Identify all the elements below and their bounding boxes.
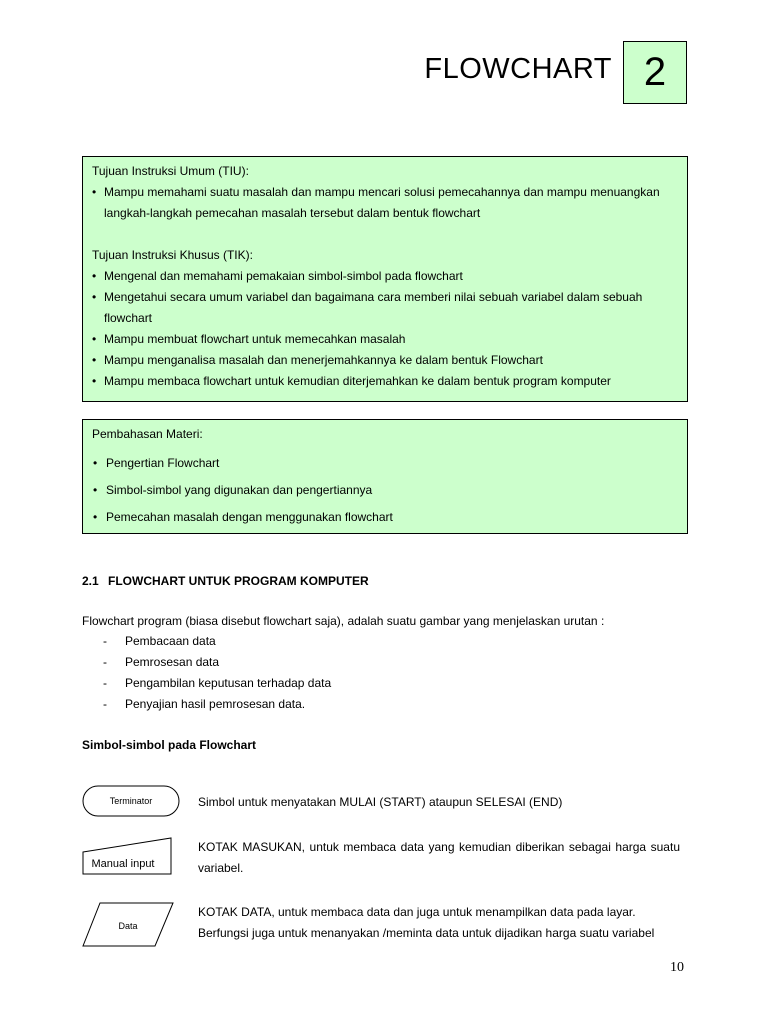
material-list <box>92 450 679 531</box>
data-symbol <box>82 902 176 948</box>
symbol-row-data <box>82 902 688 950</box>
list-item: • Pengertian Flowchart <box>93 450 680 477</box>
general-objectives-list <box>92 182 679 224</box>
section-title <box>82 574 369 588</box>
list-item: - Penyajian hasil pemrosesan data. <box>82 694 331 715</box>
spacer <box>92 224 679 245</box>
symbol-row-manual-input <box>82 836 688 884</box>
manual-input-symbol <box>82 836 174 876</box>
manual-input-description: KOTAK MASUKAN, untuk membaca data yang kemudian diberikan sebagai harga suatu variabel. <box>198 840 680 875</box>
list-item: • Mampu menganalisa masalah dan menerjemahkannya ke dalam bentuk Flowchart <box>92 350 679 371</box>
chapter-title: FLOWCHART <box>424 53 612 85</box>
general-objectives-heading: Tujuan Instruksi Umum (TIU): <box>92 164 249 178</box>
terminator-label: Terminator <box>109 796 153 806</box>
objectives-box <box>82 156 688 402</box>
section-title-text: FLOWCHART UNTUK PROGRAM KOMPUTER <box>108 574 369 588</box>
section-intro: Flowchart program (biasa disebut flowchart saja), adalah suatu gambar yang menjelaskan urutan : <box>82 614 605 628</box>
list-item: • Mampu membaca flowchart untuk kemudian diterjemahkan ke dalam bentuk program komputer <box>92 371 679 392</box>
list-item: • Mampu membuat flowchart untuk memecahkan masalah <box>92 329 679 350</box>
specific-objectives-heading: Tujuan Instruksi Khusus (TIK): <box>92 248 253 262</box>
list-item: - Pemrosesan data <box>82 652 331 673</box>
list-item: • Simbol-simbol yang digunakan dan pengertiannya <box>93 477 680 504</box>
terminator-description: Simbol untuk menyatakan MULAI (START) ataupun SELESAI (END) <box>198 795 563 809</box>
terminator-symbol <box>82 785 182 819</box>
page-number: 10 <box>670 960 684 975</box>
data-description: KOTAK DATA, untuk membaca data dan juga untuk menampilkan data pada layar. Berfungsi juga untuk menanyakan /meminta data untuk dijadikan harga suatu variabel <box>198 905 655 940</box>
material-heading: Pembahasan Materi: <box>92 427 203 441</box>
material-box <box>82 419 688 534</box>
list-item: - Pengambilan keputusan terhadap data <box>82 673 331 694</box>
symbols-heading: Simbol-simbol pada Flowchart <box>82 738 257 752</box>
list-item: - Pembacaan data <box>82 631 331 652</box>
manual-input-label: Manual input <box>91 858 155 870</box>
list-item: • Pemecahan masalah dengan menggunakan flowchart <box>93 504 680 531</box>
list-item: • Mampu memahami suatu masalah dan mampu mencari solusi pemecahannya dan mampu menuangkan langkah-langkah pemecahan masalah tersebut dalam bentuk flowchart <box>92 182 679 224</box>
list-item: • Mengenal dan memahami pemakaian simbol-simbol pada flowchart <box>92 266 679 287</box>
section-number: 2.1 <box>82 574 99 588</box>
specific-objectives-list <box>92 266 679 392</box>
list-item: • Mengetahui secara umum variabel dan bagaimana cara memberi nilai sebuah variabel dalam sebuah flowchart <box>92 287 679 329</box>
data-label: Data <box>118 921 138 931</box>
chapter-number-box: 2 <box>623 41 687 104</box>
symbol-row-terminator <box>82 785 688 825</box>
sequence-list <box>82 631 331 715</box>
